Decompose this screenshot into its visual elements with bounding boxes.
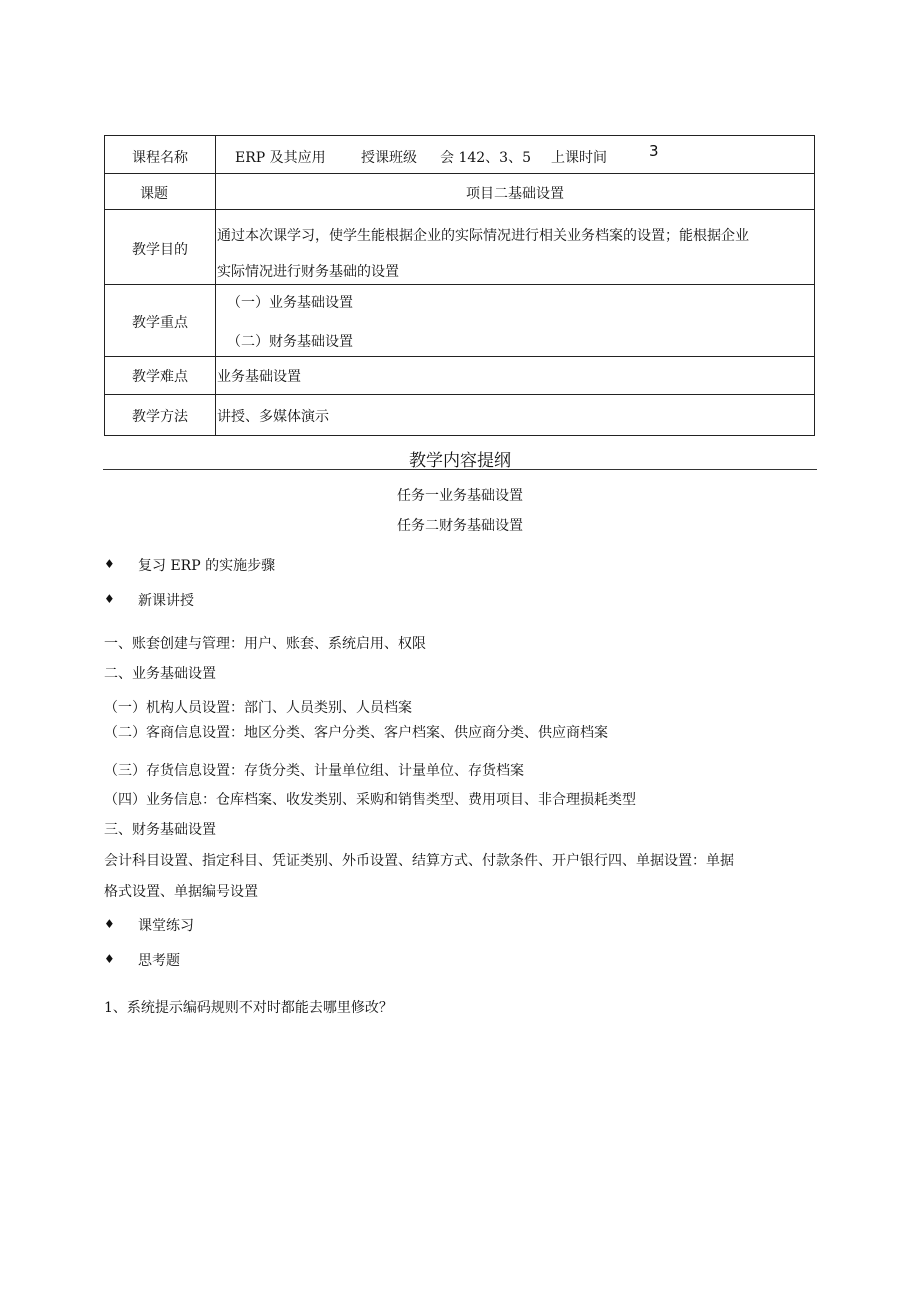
difficulty-value: 业务基础设置	[217, 369, 301, 385]
lesson-info-table	[104, 135, 815, 436]
paragraph-line: 格式设置、单据编号设置	[104, 884, 258, 900]
key-point-item: （一）业务基础设置	[227, 295, 353, 311]
difficulty-label: 教学难点	[132, 369, 188, 385]
bullet-practice: 课堂练习	[138, 918, 194, 934]
heading-underline	[103, 469, 817, 470]
paragraph-line: 会计科目设置、指定科目、凭证类别、外币设置、结算方式、付款条件、开户银行四、单据设置：单据	[104, 853, 734, 869]
class-label: 授课班级	[361, 150, 417, 166]
goal-label: 教学目的	[132, 242, 188, 258]
course-name-label: 课程名称	[132, 150, 188, 166]
method-label: 教学方法	[132, 409, 188, 425]
subsection-item: （三）存货信息设置：存货分类、计量单位组、计量单位、存货档案	[104, 763, 524, 779]
bullet-thinking: 思考题	[138, 953, 180, 969]
bullet-new-lesson: 新课讲授	[138, 593, 194, 609]
subsection-item: （一）机构人员设置：部门、人员类别、人员档案	[104, 700, 412, 716]
method-value: 讲授、多媒体演示	[217, 409, 329, 425]
table-column-divider	[215, 136, 216, 435]
diamond-bullet-icon: ♦	[104, 592, 115, 606]
diamond-bullet-icon: ♦	[104, 952, 115, 966]
diamond-bullet-icon: ♦	[104, 917, 115, 931]
table-row-divider	[105, 284, 814, 285]
table-row-divider	[105, 356, 814, 357]
bullet-review: 复习 ERP 的实施步骤	[138, 558, 276, 574]
course-name-value: ERP 及其应用	[235, 150, 326, 166]
table-row-divider	[105, 209, 814, 210]
topic-label: 课题	[140, 186, 168, 202]
task-title: 任务一业务基础设置	[397, 488, 523, 504]
diamond-bullet-icon: ♦	[104, 557, 115, 571]
class-time-label: 上课时间	[551, 150, 607, 166]
goal-text-line2: 实际情况进行财务基础的设置	[217, 264, 399, 280]
task-title: 任务二财务基础设置	[397, 518, 523, 534]
section-heading: 二、业务基础设置	[104, 666, 216, 682]
section-heading: 一、账套创建与管理：用户、账套、系统启用、权限	[104, 636, 426, 652]
subsection-item: （四）业务信息：仓库档案、收发类别、采购和销售类型、费用项目、非合理损耗类型	[104, 792, 636, 808]
topic-value: 项目二基础设置	[466, 186, 564, 202]
question-item: 1、系统提示编码规则不对时都能去哪里修改？	[104, 1000, 393, 1016]
table-row-divider	[105, 173, 814, 174]
key-point-item: （二）财务基础设置	[227, 334, 353, 350]
goal-text-line1: 通过本次课学习，使学生能根据企业的实际情况进行相关业务档案的设置；能根据企业	[217, 228, 749, 244]
table-row-divider	[105, 394, 814, 395]
key-points-label: 教学重点	[132, 315, 188, 331]
outline-heading: 教学内容提纲	[409, 451, 511, 471]
class-time-value: 3	[649, 142, 659, 160]
section-heading: 三、财务基础设置	[104, 822, 216, 838]
class-value: 会 142、3、5	[440, 150, 531, 166]
subsection-item: （二）客商信息设置：地区分类、客户分类、客户档案、供应商分类、供应商档案	[104, 725, 608, 741]
